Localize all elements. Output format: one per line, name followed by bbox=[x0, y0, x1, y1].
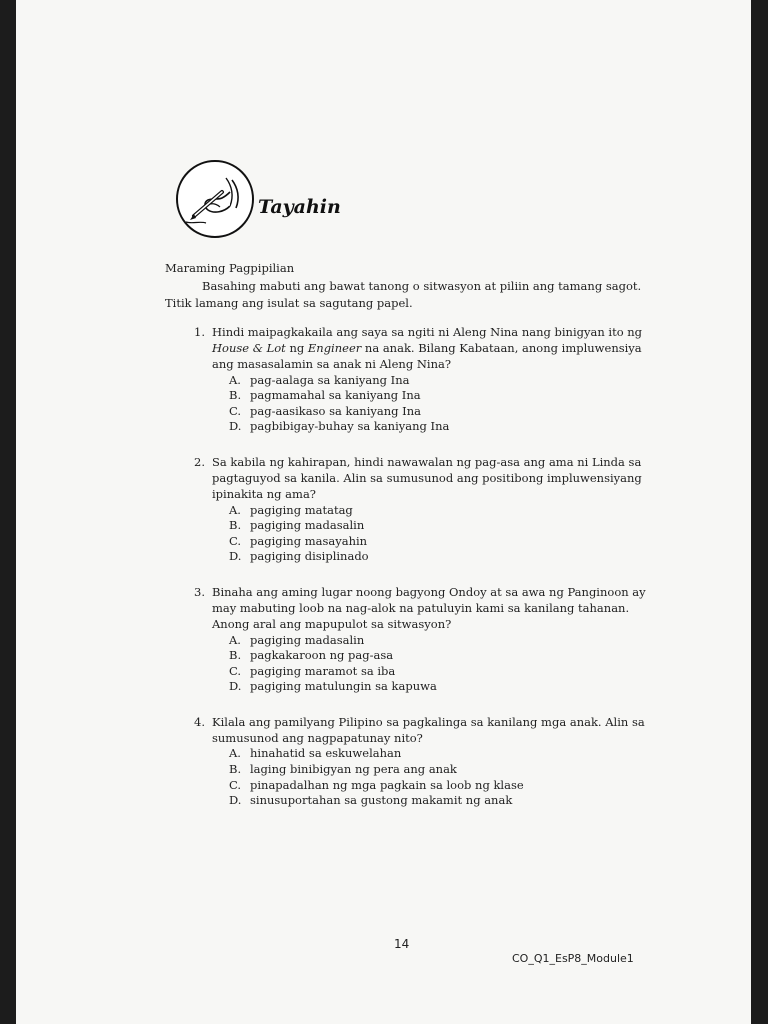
option-a bbox=[229, 633, 650, 649]
option-letter: A. bbox=[229, 632, 241, 647]
option-letter: C. bbox=[229, 403, 242, 418]
question-number: 2. bbox=[194, 454, 205, 469]
option-c bbox=[229, 534, 650, 550]
option-letter: D. bbox=[229, 549, 242, 564]
instructions-body: Basahing mabuti ang bawat tanong o sitwasyon at piliin ang tamang sagot. Titik lamang ang isulat sa sagutang papel. bbox=[165, 279, 642, 310]
option-a bbox=[229, 746, 650, 762]
option-text: pag-aasikaso sa kaniyang Ina bbox=[250, 403, 421, 418]
option-letter: C. bbox=[229, 777, 242, 792]
option-text: pagiging madasalin bbox=[250, 518, 365, 533]
option-letter: B. bbox=[229, 518, 242, 533]
option-a bbox=[229, 373, 650, 389]
question-4 bbox=[190, 714, 650, 809]
option-text: pinapadalhan ng mga pagkain sa loob ng klase bbox=[250, 777, 524, 792]
option-c bbox=[229, 404, 650, 420]
option-letter: C. bbox=[229, 533, 242, 548]
question-text: Sa kabila ng kahirapan, hindi nawawalan ng pag-asa ang ama ni Linda sa pagtaguyod sa kanila. Alin sa sumusunod ang positibong impluwensiyang ipinakita ng ama? bbox=[212, 454, 642, 502]
module-code: CO_Q1_EsP8_Module1 bbox=[512, 952, 634, 965]
option-text: pagbibigay-buhay sa kaniyang Ina bbox=[250, 419, 450, 434]
option-letter: B. bbox=[229, 388, 242, 403]
option-d bbox=[229, 679, 650, 695]
question-text-part: na anak. Bilang Kabataan, anong impluwensiya ang masasalamin sa anak ni Aleng Nina? bbox=[212, 341, 642, 372]
option-text: pagiging maramot sa iba bbox=[250, 663, 396, 678]
option-list bbox=[212, 746, 650, 808]
option-letter: A. bbox=[229, 746, 241, 761]
option-list bbox=[212, 503, 650, 565]
option-text: pagkakaroon ng pag-asa bbox=[250, 648, 394, 663]
option-b bbox=[229, 388, 650, 404]
question-2 bbox=[190, 454, 650, 565]
option-text: pagiging madasalin bbox=[250, 632, 365, 647]
question-1 bbox=[190, 324, 650, 435]
section-title: Tayahin bbox=[258, 196, 341, 218]
option-letter: A. bbox=[229, 502, 241, 517]
option-letter: D. bbox=[229, 793, 242, 808]
question-text-part: ng bbox=[289, 341, 305, 356]
question-text bbox=[212, 324, 650, 373]
option-letter: B. bbox=[229, 648, 242, 663]
question-number: 3. bbox=[194, 584, 205, 599]
option-list bbox=[212, 373, 650, 435]
option-text: pagmamahal sa kaniyang Ina bbox=[250, 388, 421, 403]
option-text: pagiging disiplinado bbox=[250, 549, 369, 564]
question-number: 4. bbox=[194, 714, 205, 729]
option-c bbox=[229, 664, 650, 680]
document-page bbox=[16, 0, 751, 1024]
option-text: pagiging masayahin bbox=[250, 533, 368, 548]
page-number: 14 bbox=[394, 937, 410, 951]
option-d bbox=[229, 419, 650, 435]
option-letter: A. bbox=[229, 372, 241, 387]
option-d bbox=[229, 793, 650, 809]
instructions-heading: Maraming Pagpipilian bbox=[165, 261, 295, 275]
question-text: Kilala ang pamilyang Pilipino sa pagkalinga sa kanilang mga anak. Alin sa sumusunod ang nagpapatunay nito? bbox=[212, 714, 645, 746]
option-b bbox=[229, 762, 650, 778]
question-text-italic: Engineer bbox=[307, 341, 362, 356]
hand-writing-icon bbox=[174, 158, 256, 240]
option-text: pagiging matulungin sa kapuwa bbox=[250, 679, 437, 694]
option-text: sinusuportahan sa gustong makamit ng anak bbox=[250, 793, 513, 808]
option-letter: D. bbox=[229, 679, 242, 694]
question-number: 1. bbox=[194, 325, 205, 339]
option-letter: D. bbox=[229, 419, 242, 434]
option-text: pag-aalaga sa kaniyang Ina bbox=[250, 372, 410, 387]
question-text-part: Hindi maipagkakaila ang saya sa ngiti ni Aleng Nina nang binigyan ito ng bbox=[212, 325, 643, 339]
option-letter: B. bbox=[229, 761, 242, 776]
question-3 bbox=[190, 584, 650, 695]
option-text: laging binibigyan ng pera ang anak bbox=[250, 761, 457, 776]
option-b bbox=[229, 518, 650, 534]
option-letter: C. bbox=[229, 663, 242, 678]
question-text: Binaha ang aming lugar noong bagyong Ondoy at sa awa ng Panginoon ay may mabuting loob na nag-alok na patuluyin kami sa kanilang tahanan. Anong aral ang mapupulot sa sitwasyon? bbox=[212, 584, 646, 632]
option-list bbox=[212, 633, 650, 695]
option-a bbox=[229, 503, 650, 519]
option-c bbox=[229, 778, 650, 794]
question-text-italic: House & Lot bbox=[212, 341, 286, 356]
question-list bbox=[190, 324, 650, 809]
option-d bbox=[229, 549, 650, 565]
option-b bbox=[229, 648, 650, 664]
option-text: hinahatid sa eskuwelahan bbox=[250, 746, 402, 761]
option-text: pagiging matatag bbox=[250, 502, 353, 517]
